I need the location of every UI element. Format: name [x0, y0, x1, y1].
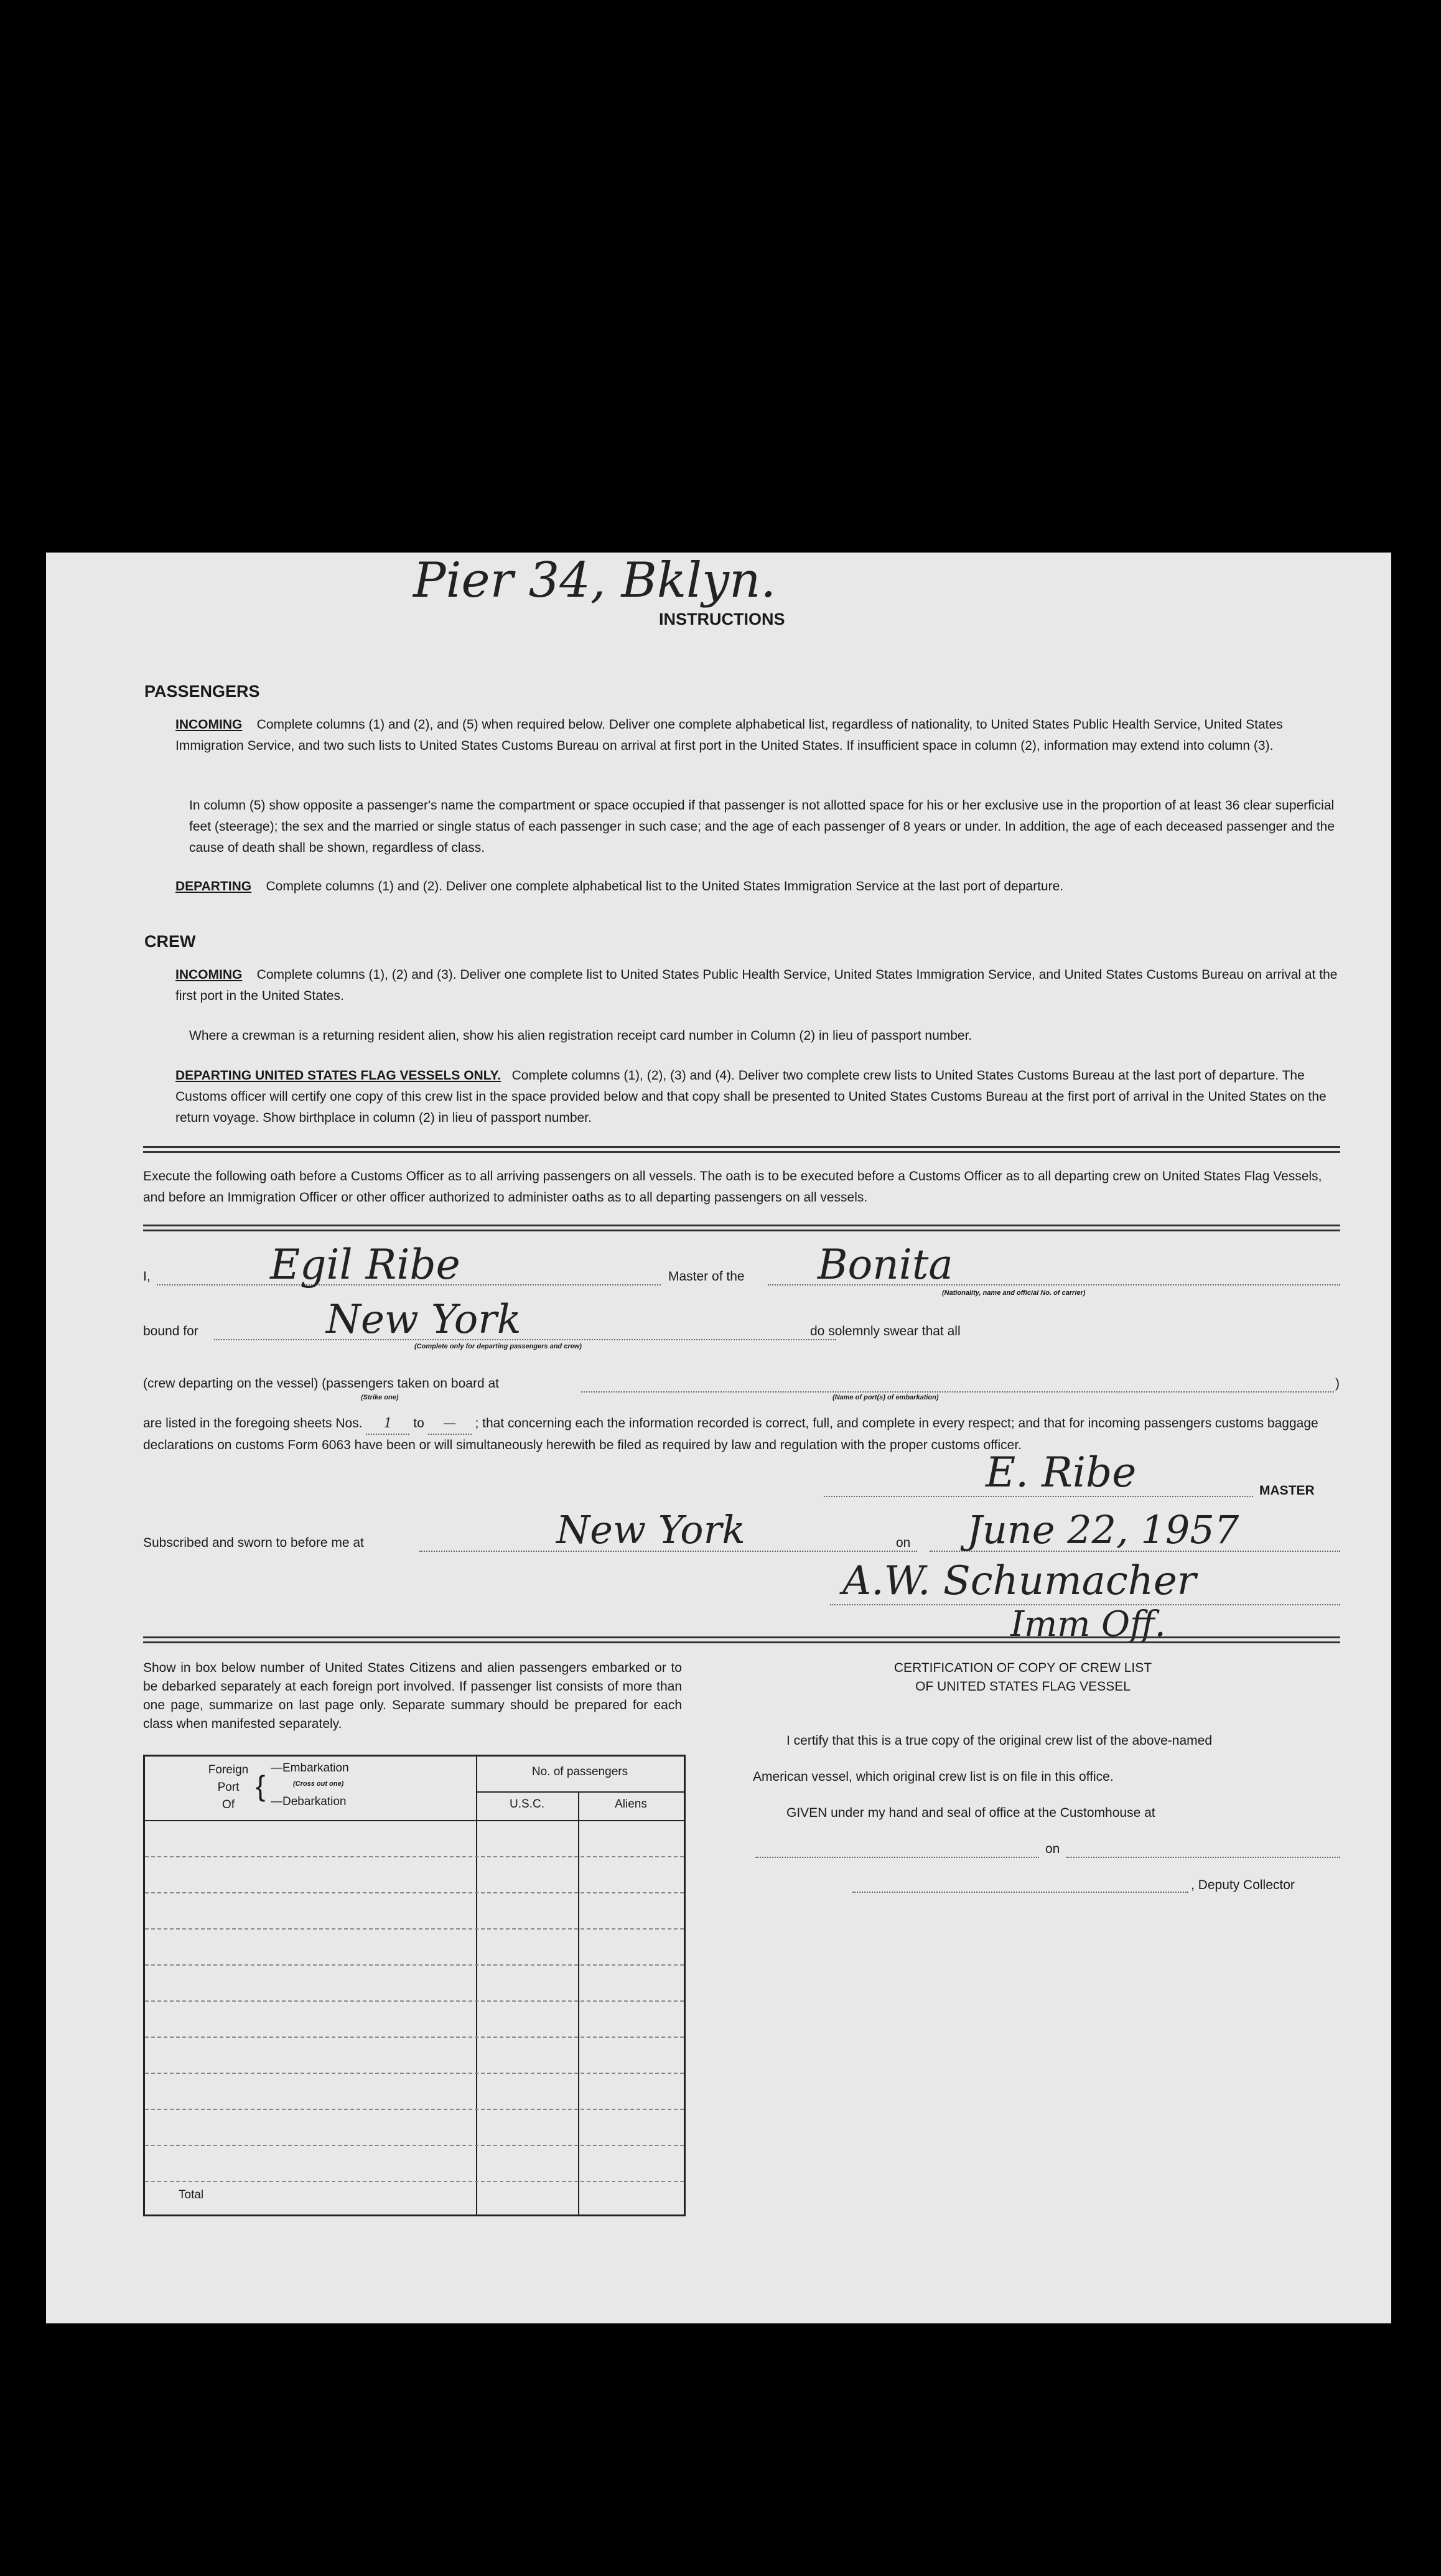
ports-note: (Name of port(s) of embarkation)	[832, 1394, 939, 1401]
crew-departing-label: DEPARTING UNITED STATES FLAG VESSELS ONLY.	[175, 1068, 501, 1083]
passengers-heading: PASSENGERS	[144, 682, 260, 701]
master-name-handwriting: Egil Ribe	[270, 1241, 460, 1289]
debarkation-label: —Debarkation	[271, 1795, 347, 1808]
brace-glyph: {	[256, 1770, 266, 1802]
ports-line	[581, 1391, 1334, 1393]
certification-heading	[855, 1659, 1191, 1696]
table-row	[145, 2109, 684, 2110]
bound-for-handwriting: New York	[326, 1297, 521, 1343]
embarkation-label: —Embarkation	[271, 1762, 349, 1775]
no-passengers-label: No. of passengers	[531, 1765, 628, 1778]
officer-title-handwriting: Imm Off.	[1010, 1604, 1166, 1645]
passenger-summary-table	[143, 1755, 686, 2216]
listed-statement	[143, 1412, 1340, 1456]
given-text: GIVEN under my hand and seal of office at the Customhouse at	[786, 1806, 1155, 1820]
table-row	[145, 1928, 684, 1930]
master-label: MASTER	[1259, 1483, 1315, 1498]
customhouse-line	[755, 1857, 1039, 1858]
strike-one-note: (Strike one)	[361, 1394, 399, 1401]
close-paren: )	[1335, 1376, 1340, 1391]
deputy-collector-line	[852, 1892, 1188, 1893]
sheet-from-handwriting: 1	[366, 1412, 409, 1435]
certification-heading-line1: CERTIFICATION OF COPY OF CREW LIST	[893, 1661, 1152, 1675]
on-label: on	[896, 1536, 911, 1550]
passengers-incoming-label: INCOMING	[175, 717, 243, 732]
master-of-label: Master of the	[668, 1269, 745, 1284]
certification-date-line	[1066, 1857, 1340, 1858]
table-header-divider	[145, 1820, 684, 1821]
pier-note-handwriting: Pier 34, Bklyn.	[413, 553, 776, 609]
swear-label: do solemnly swear that all	[810, 1324, 961, 1338]
summary-instructions: Show in box below number of United States Citizens and alien passengers embarked or to be debarked separately at each foreign port involved. If passenger list consists of more than one page, summarize on last page only. Separate summary should be prepared for each class when manifested separately.	[143, 1661, 682, 1731]
passengers-departing	[175, 876, 1341, 897]
table-row	[145, 1892, 684, 1893]
subscribed-label: Subscribed and sworn to before me at	[143, 1536, 364, 1550]
sworn-date-handwriting: June 22, 1957	[967, 1507, 1239, 1552]
i-label: I,	[143, 1269, 151, 1284]
total-label: Total	[179, 2188, 204, 2201]
table-row	[145, 2073, 684, 2074]
complete-only-note: (Complete only for departing passengers and crew)	[414, 1343, 582, 1350]
deputy-collector-label: , Deputy Collector	[1191, 1878, 1295, 1892]
crew-incoming-label: INCOMING	[175, 968, 243, 982]
divider	[143, 1636, 1340, 1643]
cross-out-note: (Cross out one)	[293, 1780, 344, 1788]
passengers-column5-text: In column (5) show opposite a passenger's name the compartment or space occupied if that passenger is not allotted space for his or her exclusive use in the proportion of at least 36 clear superficial feet (steerage); the sex and the married or single status of each passenger in such case; and the age of each passenger of 8 years or under. In addition, the age of each deceased passenger and the cause of death shall be shown, regardless of class.	[189, 798, 1335, 855]
aliens-label: Aliens	[615, 1798, 647, 1811]
sheet-to-handwriting: —	[428, 1412, 472, 1435]
certification-on-label: on	[1045, 1842, 1060, 1856]
to-label: to	[413, 1416, 424, 1430]
page-title: INSTRUCTIONS	[659, 610, 785, 628]
bound-for-label: bound for	[143, 1324, 198, 1338]
foreign-label: Foreign	[208, 1763, 249, 1776]
crew-list-document	[46, 553, 1391, 2323]
table-row	[145, 2145, 684, 2146]
crew-departing-text: Complete columns (1), (2), (3) and (4). Deliver two complete crew lists to United States Customs Bureau at the last port of departure. The Customs officer will certify one copy of this crew list in the space provided below and that copy shall be presented to United States Customs Bureau at the first port of arrival in the United States on the return voyage. Show birthplace in column (2) in lieu of passport number.	[175, 1068, 1327, 1125]
listed-text: ; that concerning each the information recorded is correct, full, and complete in every respect; and that for incoming passengers customs baggage declarations on customs Form 6063 have been or will simultaneously herewith be filed as required by law and regulation with the proper customs officer.	[143, 1416, 1318, 1452]
table-row	[145, 2000, 684, 2002]
crew-departing-label: (crew departing on the vessel) (passengers taken on board at	[143, 1376, 499, 1391]
certify-text-2: American vessel, which original crew list is on file in this office.	[753, 1770, 1114, 1784]
divider	[143, 1146, 1340, 1153]
table-row	[145, 1964, 684, 1966]
table-row	[145, 2037, 684, 2038]
crew-returning-text: Where a crewman is a returning resident alien, show his alien registration receipt card number in Column (2) in lieu of passport number.	[189, 1029, 972, 1043]
crew-heading: CREW	[144, 932, 196, 951]
master-signature-handwriting: E. Ribe	[986, 1449, 1137, 1496]
crew-incoming-text: Complete columns (1), (2) and (3). Deliver one complete list to United States Public Health Service, United States Immigration Service, and United States Customs Bureau on arrival at the first port in the United States.	[175, 968, 1338, 1003]
usc-label: U.S.C.	[510, 1798, 544, 1811]
certification-heading-line2: OF UNITED STATES FLAG VESSEL	[915, 1679, 1131, 1694]
port-label: Port	[217, 1781, 240, 1794]
bound-for-line	[214, 1339, 836, 1340]
officer-signature-handwriting: A.W. Schumacher	[842, 1558, 1196, 1604]
table-subheader-divider	[476, 1791, 684, 1793]
passengers-departing-label: DEPARTING	[175, 879, 252, 894]
carrier-note: (Nationality, name and official No. of carrier)	[942, 1289, 1086, 1297]
table-row	[145, 2181, 684, 2182]
table-row	[145, 1856, 684, 1857]
passengers-incoming-text: Complete columns (1) and (2), and (5) when required below. Deliver one complete alphabetical list, regardless of nationality, to United States Public Health Service, United States Immigration Service, and two such lists to United States Customs Bureau on arrival at first port in the United States. If insufficient space in column (2), information may extend into column (3).	[175, 717, 1283, 753]
certify-text-1: I certify that this is a true copy of the original crew list of the above-named	[786, 1734, 1212, 1748]
listed-prefix: are listed in the foregoing sheets Nos.	[143, 1416, 363, 1430]
divider	[143, 1225, 1340, 1231]
oath-instructions: Execute the following oath before a Customs Officer as to all arriving passengers on all vessels. The oath is to be executed before a Customs Officer as to all departing crew on United States Flag Vessels, and before an Immigration Officer or other officer authorized to administer oaths as to all departing passengers on all vessels.	[143, 1169, 1322, 1205]
foreign-port-of-label	[203, 1762, 253, 1814]
of-label: Of	[222, 1798, 235, 1811]
sworn-place-handwriting: New York	[556, 1507, 745, 1552]
vessel-name-handwriting: Bonita	[818, 1241, 953, 1289]
passengers-incoming	[175, 714, 1341, 757]
crew-incoming	[175, 964, 1341, 1007]
crew-departing	[175, 1065, 1341, 1129]
passengers-departing-text: Complete columns (1) and (2). Deliver one complete alphabetical list to the United States Immigration Service at the last port of departure.	[266, 879, 1064, 894]
